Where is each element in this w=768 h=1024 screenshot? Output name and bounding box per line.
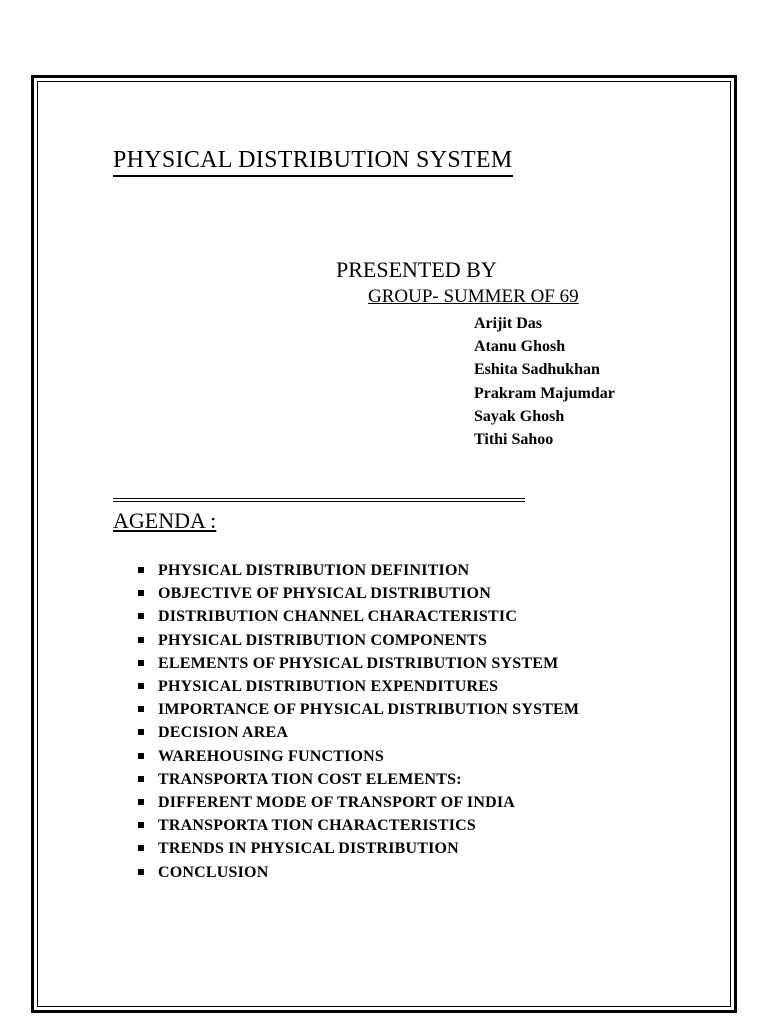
group-name: GROUP- SUMMER OF 69	[368, 286, 579, 307]
square-bullet-icon	[138, 590, 144, 596]
agenda-item-text: DECISION AREA	[158, 724, 289, 742]
agenda-item	[136, 559, 616, 582]
square-bullet-icon	[138, 660, 144, 666]
member-name: Prakram Majumdar	[474, 384, 615, 402]
agenda-item-text: PHYSICAL DISTRIBUTION COMPONENTS	[158, 631, 488, 649]
agenda-heading: AGENDA :	[113, 508, 217, 533]
agenda-item-text: ELEMENTS OF PHYSICAL DISTRIBUTION SYSTEM	[158, 654, 559, 672]
section-divider	[113, 498, 525, 502]
square-bullet-icon	[138, 637, 144, 643]
agenda-item-text: WAREHOUSING FUNCTIONS	[158, 747, 385, 765]
square-bullet-icon	[138, 706, 144, 712]
member-list	[474, 312, 615, 451]
presented-by-label: PRESENTED BY	[336, 257, 497, 282]
square-bullet-icon	[138, 567, 144, 573]
agenda-item-text: DISTRIBUTION CHANNEL CHARACTERISTIC	[158, 608, 518, 626]
agenda-item	[136, 675, 616, 698]
agenda-item	[136, 629, 616, 652]
agenda-item	[136, 791, 616, 814]
member-name: Arijit Das	[474, 315, 542, 332]
agenda-item	[136, 698, 616, 721]
agenda-item-text: OBJECTIVE OF PHYSICAL DISTRIBUTION	[158, 585, 491, 603]
document-title: PHYSICAL DISTRIBUTION SYSTEM	[113, 146, 513, 177]
member-name: Atanu Ghosh	[474, 338, 566, 356]
agenda-item	[136, 837, 616, 860]
square-bullet-icon	[138, 613, 144, 619]
agenda-item-text: TRANSPORTA TION COST ELEMENTS:	[158, 770, 462, 788]
agenda-item-text: TRENDS IN PHYSICAL DISTRIBUTION	[158, 840, 459, 858]
agenda-item	[136, 768, 616, 791]
agenda-item	[136, 861, 616, 884]
square-bullet-icon	[138, 729, 144, 735]
square-bullet-icon	[138, 753, 144, 759]
agenda-item-text: PHYSICAL DISTRIBUTION DEFINITION	[158, 562, 470, 579]
square-bullet-icon	[138, 799, 144, 805]
member-name: Eshita Sadhukhan	[474, 361, 600, 379]
agenda-item	[136, 652, 616, 675]
square-bullet-icon	[138, 776, 144, 782]
agenda-item-text: PHYSICAL DISTRIBUTION EXPENDITURES	[158, 678, 499, 696]
agenda-item-text: CONCLUSION	[158, 863, 269, 881]
agenda-item	[136, 605, 616, 628]
square-bullet-icon	[138, 683, 144, 689]
agenda-item-text: DIFFERENT MODE OF TRANSPORT OF INDIA	[158, 794, 516, 812]
agenda-item	[136, 582, 616, 605]
agenda-item	[136, 745, 616, 768]
square-bullet-icon	[138, 845, 144, 851]
agenda-item	[136, 814, 616, 837]
square-bullet-icon	[138, 822, 144, 828]
member-name: Tithi Sahoo	[474, 431, 554, 449]
member-name: Sayak Ghosh	[474, 407, 565, 425]
agenda-item-text: TRANSPORTA TION CHARACTERISTICS	[158, 817, 477, 835]
agenda-list	[136, 559, 616, 884]
square-bullet-icon	[138, 869, 144, 875]
agenda-item	[136, 721, 616, 744]
agenda-item-text: IMPORTANCE OF PHYSICAL DISTRIBUTION SYSTEM	[158, 701, 580, 719]
